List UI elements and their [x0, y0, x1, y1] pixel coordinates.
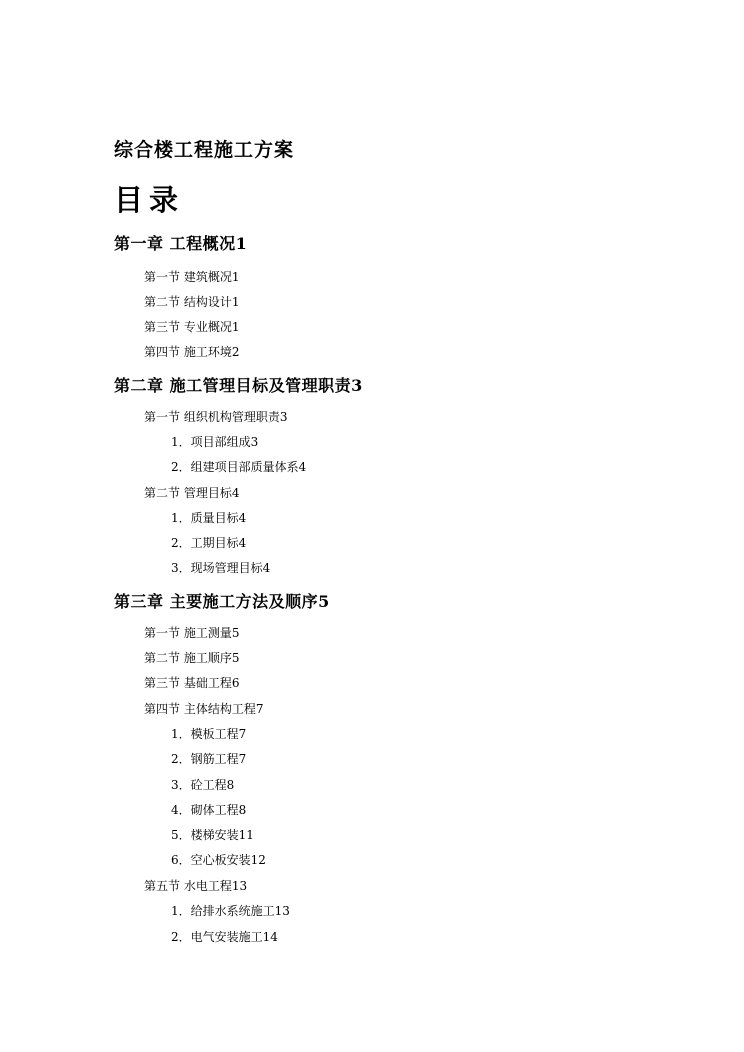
toc-page-number: 5: [231, 651, 240, 665]
toc-page-number: 1: [231, 320, 240, 334]
page-title: 综合楼工程施工方案: [114, 139, 295, 161]
toc-page-number: 3: [250, 435, 259, 449]
toc-section[interactable]: 第一节 组织机构管理职责3: [144, 410, 288, 424]
toc-page-number: 7: [255, 702, 264, 716]
toc-chapter-1[interactable]: 第一章 工程概况1: [114, 234, 247, 253]
toc-page-number: 8: [226, 778, 235, 792]
toc-chapter-2[interactable]: 第二章 施工管理目标及管理职责3: [114, 376, 363, 395]
toc-page-number: 14: [262, 930, 278, 944]
toc-section[interactable]: 第四节 主体结构工程7: [144, 702, 264, 716]
toc-page-number: 1: [235, 234, 247, 253]
toc-page-number: 8: [238, 803, 247, 817]
toc-item[interactable]: 1．给排水系统施工13: [171, 904, 290, 918]
toc-item[interactable]: 1．项目部组成3: [171, 435, 259, 449]
toc-page-number: 5: [231, 626, 240, 640]
toc-section[interactable]: 第五节 水电工程13: [144, 879, 248, 893]
toc-item[interactable]: 2．工期目标4: [171, 536, 247, 550]
toc-item[interactable]: 5．楼梯安装11: [171, 828, 254, 842]
toc-item[interactable]: 3．现场管理目标4: [171, 561, 271, 575]
toc-section[interactable]: 第一节 施工测量5: [144, 626, 240, 640]
toc-section[interactable]: 第二节 施工顺序5: [144, 651, 240, 665]
toc-page-number: 6: [231, 676, 240, 690]
toc-page-number: 5: [318, 592, 330, 611]
toc-page-number: 12: [250, 853, 266, 867]
toc-page-number: 4: [298, 460, 307, 474]
toc-page-number: 11: [238, 828, 254, 842]
toc-section[interactable]: 第一节 建筑概况1: [144, 270, 240, 284]
toc-page-number: 4: [262, 561, 271, 575]
toc-page-number: 2: [231, 345, 240, 359]
toc-page-number: 3: [351, 376, 363, 395]
toc-item[interactable]: 2．钢筋工程7: [171, 752, 247, 766]
toc-page-number: 4: [238, 511, 247, 525]
toc-section[interactable]: 第三节 专业概况1: [144, 320, 240, 334]
toc-item[interactable]: 1．质量目标4: [171, 511, 247, 525]
toc-section[interactable]: 第三节 基础工程6: [144, 676, 240, 690]
toc-heading: 目录: [114, 183, 185, 217]
toc-item[interactable]: 4．砌体工程8: [171, 803, 247, 817]
toc-section[interactable]: 第二节 结构设计1: [144, 295, 240, 309]
toc-page-number: 4: [231, 486, 240, 500]
toc-page-number: 3: [279, 410, 288, 424]
toc-section[interactable]: 第二节 管理目标4: [144, 486, 240, 500]
toc-page-number: 13: [274, 904, 290, 918]
toc-item[interactable]: 1．模板工程7: [171, 727, 247, 741]
toc-section[interactable]: 第四节 施工环境2: [144, 345, 240, 359]
toc-page-number: 1: [231, 270, 240, 284]
toc-item[interactable]: 2．电气安装施工14: [171, 930, 278, 944]
toc-page-number: 7: [238, 727, 247, 741]
toc-chapter-3[interactable]: 第三章 主要施工方法及顺序5: [114, 592, 330, 611]
toc-page-number: 7: [238, 752, 247, 766]
toc-page-number: 1: [231, 295, 240, 309]
toc-item[interactable]: 6．空心板安装12: [171, 853, 266, 867]
toc-item[interactable]: 2．组建项目部质量体系4: [171, 460, 307, 474]
toc-page-number: 13: [231, 879, 248, 893]
toc-item[interactable]: 3．砼工程8: [171, 778, 235, 792]
toc-page-number: 4: [238, 536, 247, 550]
